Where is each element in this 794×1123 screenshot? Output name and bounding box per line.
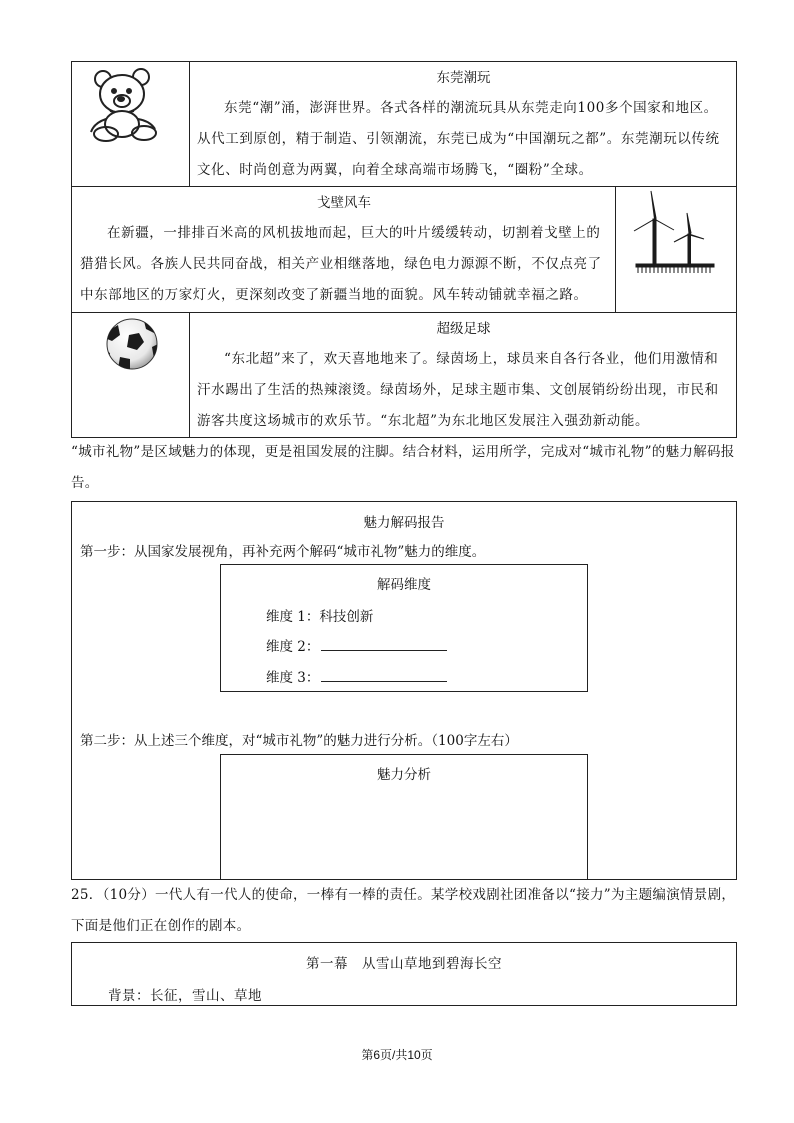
material-row-dongguan — [72, 62, 736, 187]
material-image-cell — [72, 62, 190, 186]
dimension-3 — [266, 666, 447, 686]
material-text-cell — [189, 62, 736, 186]
question-25-text: 25．（10分）一代人有一代人的使命，一棒有一棒的责任。某学校戏剧社团准备以“接力”为主题编演情景剧，下面是他们正在创作的剧本。 — [71, 887, 736, 934]
wind-turbine-icon — [616, 187, 736, 312]
page-footer: 第6页/共10页 — [361, 1048, 433, 1062]
material-body: 在新疆，一排排百米高的风机拔地而起，巨大的叶片缓缓转动，切割着戈壁上的猎猎长风。各族人民共同奋战，相关产业相继落地，绿色电力源源不断，不仅点亮了中东部地区的万家灯火，更深刻改变了新疆当地的面貌。风车转动铺就幸福之路。 — [80, 225, 602, 303]
step-one-text: 第一步：从国家发展视角，再补充两个解码“城市礼物”魅力的维度。 — [80, 544, 486, 560]
dimension-3-label: 维度 3： — [266, 670, 320, 686]
material-row-wind — [72, 187, 736, 313]
analysis-box[interactable] — [220, 754, 588, 880]
scene-title: 第一幕 从雪山草地到碧海长空 — [306, 956, 502, 972]
dimension-1: 维度 1：科技创新 — [266, 609, 374, 625]
dimension-2-label: 维度 2： — [266, 639, 320, 655]
teddy-bear-icon — [72, 62, 189, 186]
dimension-2-blank[interactable] — [321, 636, 447, 651]
material-image-cell — [615, 187, 736, 312]
analysis-title: 魅力分析 — [377, 767, 431, 783]
scene-box — [71, 942, 737, 1006]
material-body: “东北超”来了，欢天喜地地来了。绿茵场上，球员来自各行各业，他们用激情和汗水踢出了生活的热辣滚烫。绿茵场外，足球主题市集、文创展销纷纷出现，市民和游客共度这场城市的欢乐节。“东北超”为东北地区发展注入强劲新动能。 — [197, 351, 719, 429]
report-title: 魅力解码报告 — [363, 515, 445, 531]
intro-paragraph: “城市礼物”是区域魅力的体现，更是祖国发展的注脚。结合材料，运用所学，完成对“城市礼物”的魅力解码报告。 — [71, 444, 735, 491]
report-box — [71, 501, 737, 880]
scene-background: 背景：长征，雪山、草地 — [108, 988, 262, 1004]
dimension-2 — [266, 635, 447, 655]
material-row-football — [72, 313, 736, 437]
material-text-cell — [72, 187, 616, 312]
material-text-cell — [189, 313, 736, 437]
materials-table — [71, 61, 737, 438]
material-image-cell — [72, 313, 190, 437]
material-title: 东莞潮玩 — [436, 70, 491, 86]
material-title: 戈壁风车 — [317, 195, 371, 211]
dimensions-box — [220, 564, 588, 692]
material-title: 超级足球 — [436, 321, 491, 337]
dimension-3-blank[interactable] — [321, 667, 447, 682]
dimensions-title: 解码维度 — [377, 577, 431, 593]
step-two-text: 第二步：从上述三个维度，对“城市礼物”的魅力进行分析。（100字左右） — [80, 733, 518, 749]
material-body: 东莞“潮”涌，澎湃世界。各式各样的潮流玩具从东莞走向100多个国家和地区。从代工到原创，精于制造、引领潮流，东莞已成为“中国潮玩之都”。东莞潮玩以传统文化、时尚创意为两翼，向着全球高端市场腾飞，“圈粉”全球。 — [197, 100, 720, 178]
soccer-ball-icon — [72, 313, 189, 437]
